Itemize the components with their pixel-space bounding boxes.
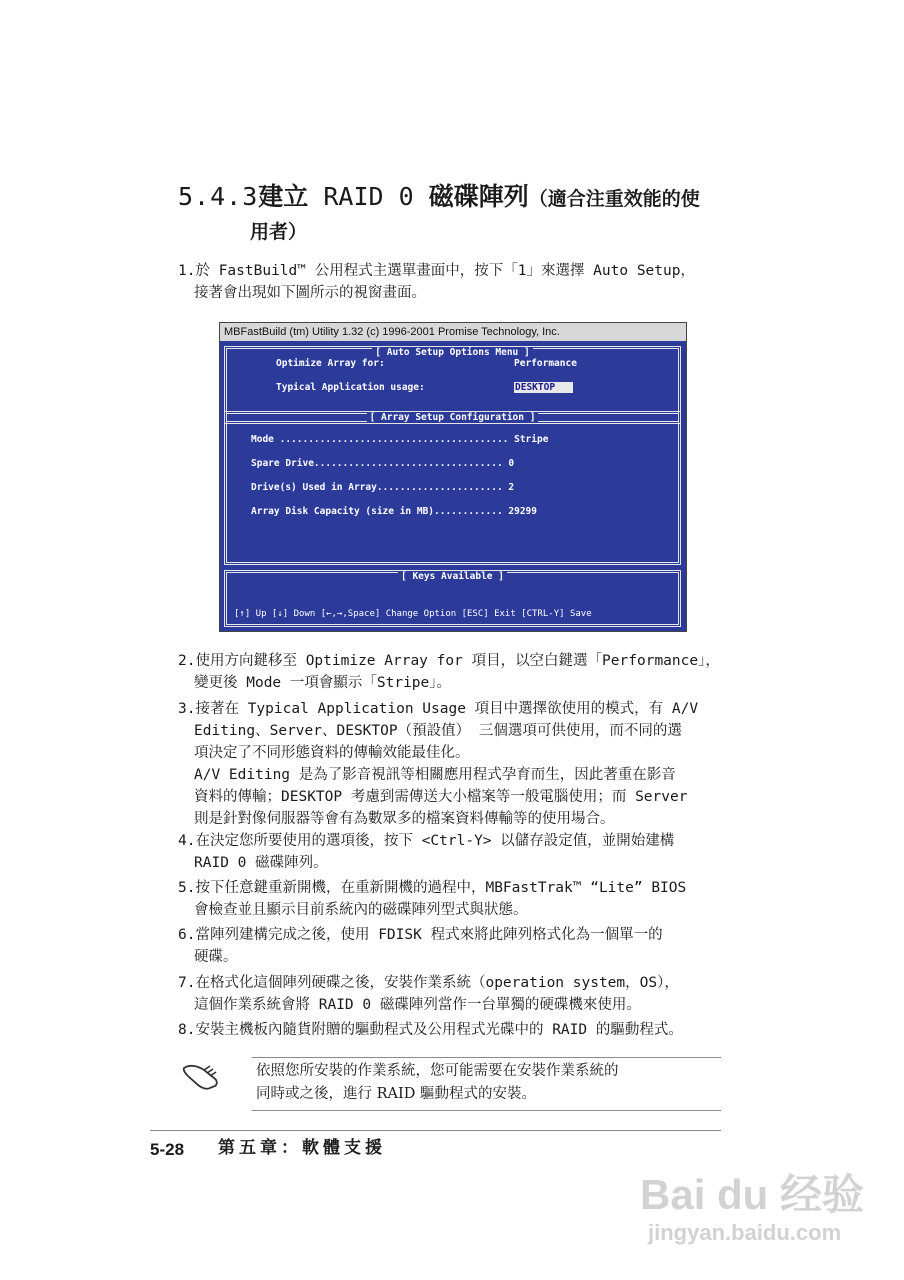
- chapter-title: 第五章：軟體支援: [218, 1138, 386, 1158]
- usage-label: Typical Application usage:: [276, 382, 425, 393]
- step-4: 4.在決定您所要使用的選項後，按下 <Ctrl-Y> 以儲存設定值，並開始建構 RAID 0 磁碟陣列。: [178, 833, 675, 871]
- spare-drive-line: Spare Drive................................. 0: [251, 458, 515, 469]
- hand-pointer-icon: [180, 1058, 224, 1094]
- bios-titlebar: MBFastBuild (tm) Utility 1.32 (c) 1996-2001 Promise Technology, Inc.: [220, 323, 686, 341]
- step-2: 2.使用方向鍵移至 Optimize Array for 項目，以空白鍵選「Performance」， 變更後 Mode 一項會顯示「Stripe」。: [178, 653, 720, 691]
- footer-rule: [150, 1130, 721, 1131]
- optimize-value[interactable]: Performance: [514, 358, 577, 369]
- baidu-watermark: [640, 1150, 890, 1275]
- step-1: 1.於 FastBuild™ 公用程式主選單畫面中，按下「1」來選擇 Auto Setup， 接著會出現如下圖所示的視窗畫面。: [178, 263, 695, 301]
- usage-value-field[interactable]: DESKTOP: [514, 382, 573, 393]
- step-8: 8.安裝主機板內隨貨附贈的驅動程式及公用程式光碟中的 RAID 的驅動程式。: [178, 1022, 683, 1038]
- page-number: 5-28: [150, 1140, 185, 1159]
- watermark-brand: Bai du 经验: [640, 1171, 865, 1218]
- mode-line: Mode ........................................ Stripe: [251, 434, 549, 445]
- note-top-rule: [252, 1057, 721, 1058]
- title-text-2: 磁碟陣列: [428, 182, 529, 211]
- step-5: 5.按下任意鍵重新開機，在重新開機的過程中，MBFastTrak™ “Lite” BIOS 會檢查並且顯示目前系統內的磁碟陣列型式與狀態。: [178, 880, 687, 918]
- title-raid: RAID 0: [323, 182, 414, 211]
- watermark-site: jingyan.baidu.com: [648, 1220, 842, 1245]
- title-text: 建立: [258, 182, 309, 211]
- keys-legend: [↑] Up [↓] Down [←,→,Space] Change Option [ESC] Exit [CTRL-Y] Save: [234, 609, 592, 619]
- capacity-line: Array Disk Capacity (size in MB)............ 29299: [251, 506, 537, 517]
- note-text: 依照您所安裝的作業系統，您可能需要在安裝作業系統的 同時或之後，進行 RAID 驅動程式的安裝。: [256, 1063, 619, 1102]
- step-6: 6.當陣列建構完成之後，使用 FDISK 程式來將此陣列格式化為一個單一的 硬碟。: [178, 927, 663, 965]
- drives-used-line: Drive(s) Used in Array...................... 2: [251, 482, 515, 493]
- title-subtitle-cont: 用者）: [250, 221, 308, 243]
- optimize-label: Optimize Array for:: [276, 358, 385, 369]
- section-number: 5.4.3: [178, 182, 259, 211]
- step-3: 3.接著在 Typical Application Usage 項目中選擇欲使用的模式，有 A/V Editing、Server、DESKTOP（預設值） 三個選項可供使用，而不同的選 項決定了不同形態資料的傳輸效能最佳化。 A/V Editing 是為了影音視訊等相關應用程式孕育而生，因此著重在影音 資料的傳輸；DESKTOP 考慮到需傳送大小檔案等一般電腦使用；而 Server 則是針對像伺服器等會有為數眾多的檔案資料傳輸等的使用場合。: [178, 701, 699, 827]
- options-menu-header: [ Auto Setup Options Menu ]: [372, 347, 532, 358]
- note-bottom-rule: [252, 1110, 721, 1111]
- step-7: 7.在格式化這個陣列硬碟之後，安裝作業系統（operation system，OS）， 這個作業系統會將 RAID 0 磁碟陣列當作一台單獨的硬碟機來使用。: [178, 975, 679, 1013]
- array-config-box: [224, 411, 681, 565]
- section-title: [178, 180, 738, 216]
- array-config-header: [ Array Setup Configuration ]: [367, 412, 539, 423]
- keys-header: [ Keys Available ]: [398, 571, 507, 582]
- title-subtitle: （適合注重效能的使: [528, 188, 700, 210]
- keys-box: [224, 570, 681, 627]
- bios-screen: [219, 322, 687, 632]
